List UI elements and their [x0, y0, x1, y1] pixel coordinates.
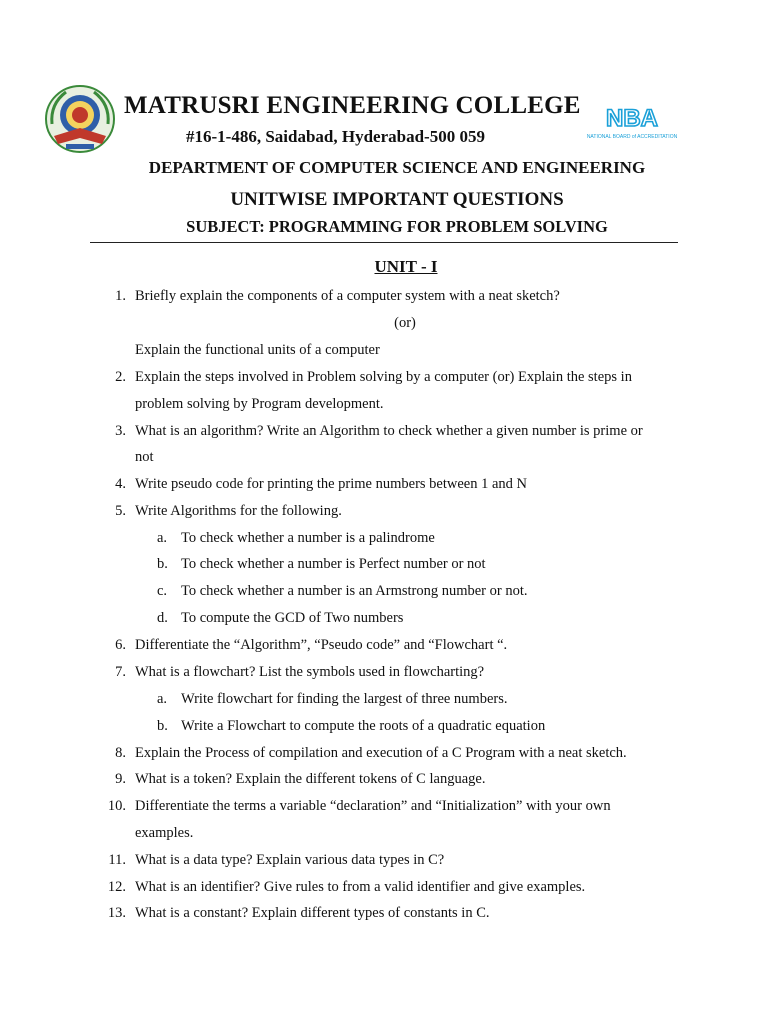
question-text: What is a flowchart? List the symbols used in flowcharting? — [135, 664, 485, 680]
question-text: Explain the functional units of a computer — [135, 342, 380, 358]
question-number: 1. — [115, 288, 126, 304]
question-text: What is a token? Explain the different tokens of C language. — [135, 771, 486, 787]
sub-question-letter: a. — [157, 691, 168, 707]
question-number: 11. — [108, 852, 126, 868]
question-text: What is a constant? Explain different types of constants in C. — [135, 905, 490, 921]
nba-logo-letters: NBA — [606, 105, 658, 132]
question-number: 5. — [115, 503, 126, 519]
subject-heading: SUBJECT: PROGRAMMING FOR PROBLEM SOLVING — [186, 217, 608, 236]
question-text: What is an algorithm? Write an Algorithm to check whether a given number is prime or — [135, 423, 643, 439]
question-text: not — [135, 449, 154, 465]
sub-question-letter: d. — [157, 610, 168, 626]
question-text: Differentiate the terms a variable “declaration” and “Initialization” with your own — [135, 798, 611, 814]
or-separator: (or) — [394, 315, 416, 331]
question-text: Explain the Process of compilation and execution of a C Program with a neat sketch. — [135, 745, 627, 761]
college-seal-logo — [44, 84, 116, 154]
question-number: 12. — [107, 879, 126, 895]
question-text: What is an identifier? Give rules to from a valid identifier and give examples. — [135, 879, 586, 895]
question-number: 9. — [115, 771, 126, 787]
unit-title: UNIT - I — [374, 257, 438, 276]
sub-question-text: To compute the GCD of Two numbers — [181, 610, 404, 626]
nba-logo — [586, 96, 678, 152]
question-number: 3. — [115, 423, 126, 439]
question-number: 8. — [115, 745, 126, 761]
sub-question-letter: a. — [157, 530, 168, 546]
question-text: Differentiate the “Algorithm”, “Pseudo code” and “Flowchart “. — [135, 637, 508, 653]
question-text: Briefly explain the components of a computer system with a neat sketch? — [135, 288, 560, 304]
sub-question-text: To check whether a number is Perfect number or not — [181, 556, 486, 572]
question-number: 4. — [115, 476, 126, 492]
sub-question-text: Write a Flowchart to compute the roots of a quadratic equation — [181, 718, 546, 734]
question-number: 2. — [115, 369, 126, 385]
question-text: Explain the steps involved in Problem solving by a computer (or) Explain the steps in — [135, 369, 632, 385]
question-number: 7. — [115, 664, 126, 680]
college-address: #16-1-486, Saidabad, Hyderabad-500 059 — [186, 127, 485, 146]
document-title: UNITWISE IMPORTANT QUESTIONS — [230, 189, 564, 210]
sub-question-letter: b. — [157, 718, 168, 734]
question-text: examples. — [135, 825, 194, 841]
sub-question-letter: c. — [157, 583, 168, 599]
sub-question-text: Write flowchart for finding the largest of three numbers. — [181, 691, 508, 707]
question-text: problem solving by Program development. — [135, 396, 384, 412]
sub-question-text: To check whether a number is an Armstrong number or not. — [181, 583, 528, 599]
sub-question-text: To check whether a number is a palindrome — [181, 530, 435, 546]
question-number: 10. — [107, 798, 126, 814]
question-number: 6. — [115, 637, 126, 653]
department-heading: DEPARTMENT OF COMPUTER SCIENCE AND ENGINEERING — [148, 158, 646, 177]
question-text: Write Algorithms for the following. — [135, 503, 342, 519]
nba-logo-subtext: NATIONAL BOARD of ACCREDITATION — [586, 134, 678, 140]
question-number: 13. — [107, 905, 126, 921]
question-text: What is a data type? Explain various data types in C? — [135, 852, 445, 868]
sub-question-letter: b. — [157, 556, 168, 572]
college-name: MATRUSRI ENGINEERING COLLEGE — [124, 92, 581, 119]
question-text: Write pseudo code for printing the prime numbers between 1 and N — [135, 476, 528, 492]
header-divider — [90, 242, 678, 243]
